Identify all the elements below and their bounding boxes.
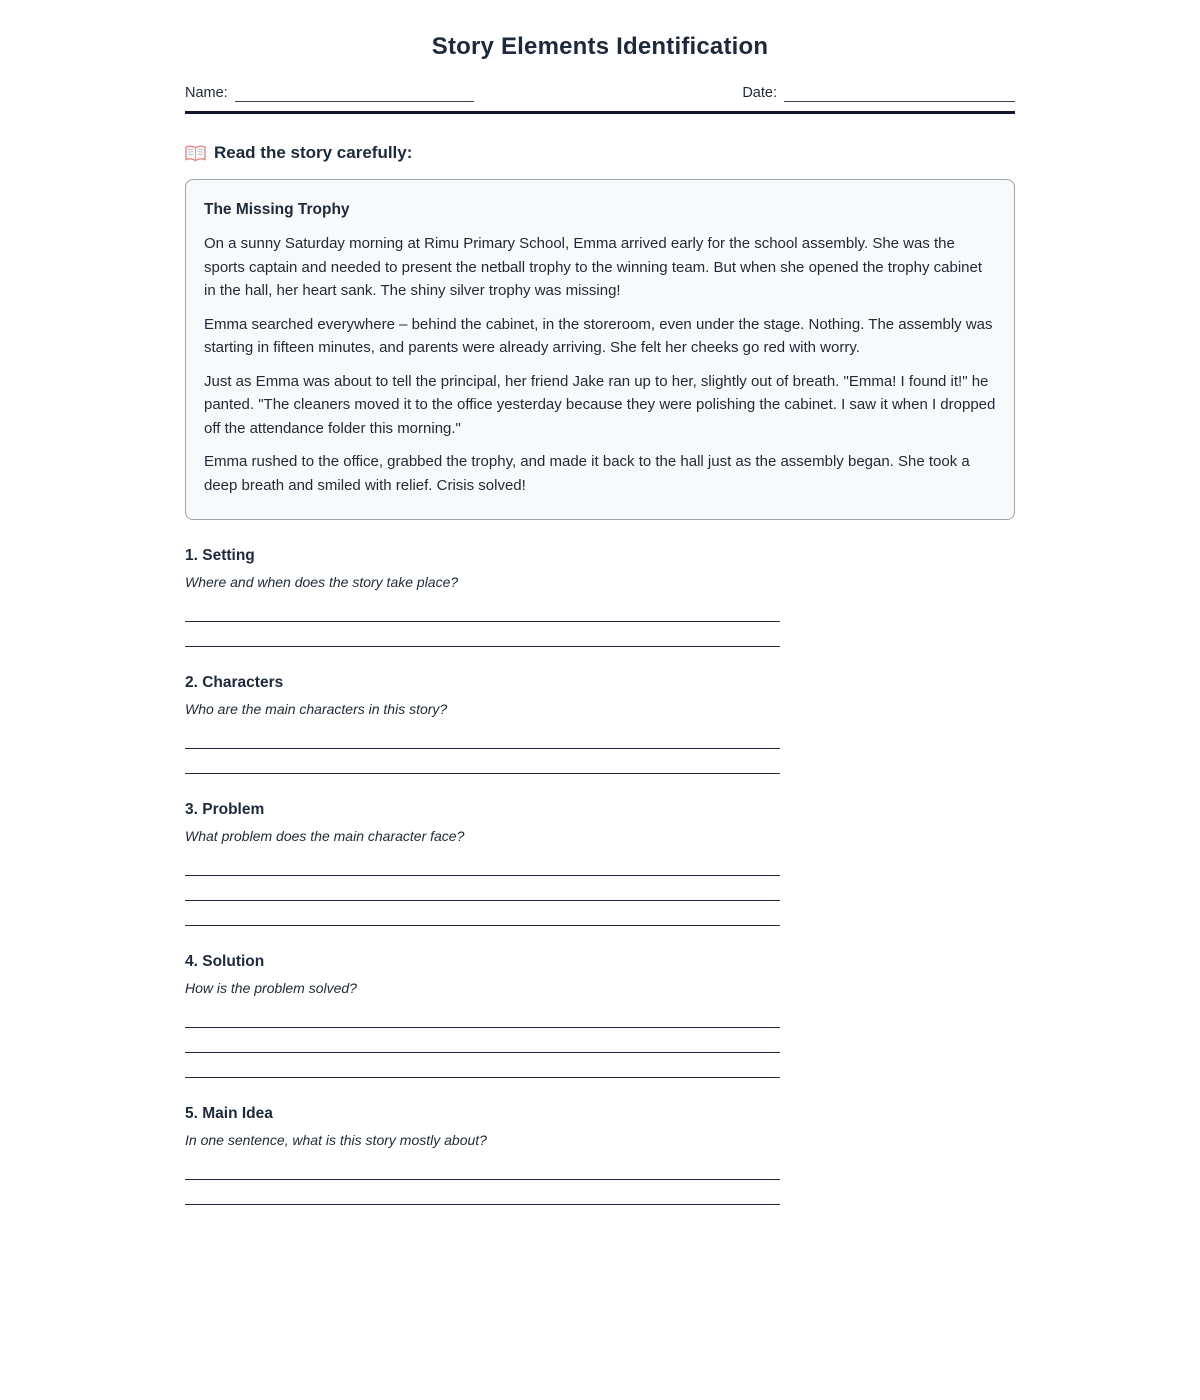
page-title: Story Elements Identification: [431, 33, 769, 60]
date-label: Date:: [742, 85, 777, 101]
name-label: Name:: [185, 85, 228, 101]
answer-lines: [185, 597, 1015, 647]
answer-line: [185, 749, 780, 774]
instruction-text: Read the story carefully:: [214, 143, 413, 162]
section-heading: 2. Characters: [185, 674, 284, 691]
section-solution: [185, 953, 1015, 1078]
answer-line: [185, 1180, 780, 1205]
answer-line: [185, 1155, 780, 1180]
section-heading: 4. Solution: [185, 953, 265, 970]
story-box: [185, 179, 1015, 520]
answer-lines: [185, 1003, 1015, 1078]
answer-line: [185, 1053, 780, 1078]
answer-line: [185, 622, 780, 647]
section-main-idea: [185, 1105, 1015, 1205]
section-question: How is the problem solved?: [185, 980, 357, 996]
section-setting: [185, 547, 1015, 647]
name-blank-line: [235, 87, 474, 102]
open-book-icon: [185, 145, 206, 162]
date-blank-line: [784, 87, 1015, 102]
section-heading: 5. Main Idea: [185, 1105, 273, 1122]
section-question: Where and when does the story take place?: [185, 574, 459, 590]
answer-line: [185, 876, 780, 901]
name-date-row: [185, 85, 1015, 102]
section-characters: [185, 674, 1015, 774]
section-heading: 3. Problem: [185, 801, 265, 818]
worksheet-page: [185, 0, 1015, 1245]
story-paragraph: Just as Emma was about to tell the principal, her friend Jake ran up to her, slightly out of breath. "Emma! I found it!" he panted. "The cleaners moved it to the office yesterday because they were polishing the cabinet. I saw it when I dropped off the attendance folder this morning.": [204, 372, 996, 437]
section-question: In one sentence, what is this story mostly about?: [185, 1132, 487, 1148]
name-field: [185, 85, 474, 102]
answer-lines: [185, 851, 1015, 926]
story-title: The Missing Trophy: [204, 201, 350, 218]
section-question: What problem does the main character face?: [185, 828, 465, 844]
answer-line: [185, 1003, 780, 1028]
answer-lines: [185, 1155, 1015, 1205]
answer-line: [185, 1028, 780, 1053]
section-problem: [185, 801, 1015, 926]
header-divider: [185, 111, 1015, 114]
story-paragraph: Emma rushed to the office, grabbed the trophy, and made it back to the hall just as the assembly began. She took a deep breath and smiled with relief. Crisis solved!: [204, 453, 970, 494]
section-question: Who are the main characters in this story?: [185, 701, 448, 717]
answer-line: [185, 901, 780, 926]
story-paragraph: Emma searched everywhere – behind the cabinet, in the storeroom, even under the stage. Nothing. The assembly was starting in fifteen minutes, and parents were already arriving. She felt her cheeks go red with worry.: [204, 315, 993, 356]
date-field: [742, 85, 1015, 102]
instruction-heading: [185, 143, 1015, 163]
section-heading: 1. Setting: [185, 547, 255, 564]
story-paragraph: On a sunny Saturday morning at Rimu Primary School, Emma arrived early for the school assembly. She was the sports captain and needed to present the netball trophy to the winning team. But when she opened the trophy cabinet in the hall, her heart sank. The shiny silver trophy was missing!: [204, 235, 983, 299]
answer-line: [185, 851, 780, 876]
answer-line: [185, 597, 780, 622]
answer-lines: [185, 724, 1015, 774]
answer-line: [185, 724, 780, 749]
